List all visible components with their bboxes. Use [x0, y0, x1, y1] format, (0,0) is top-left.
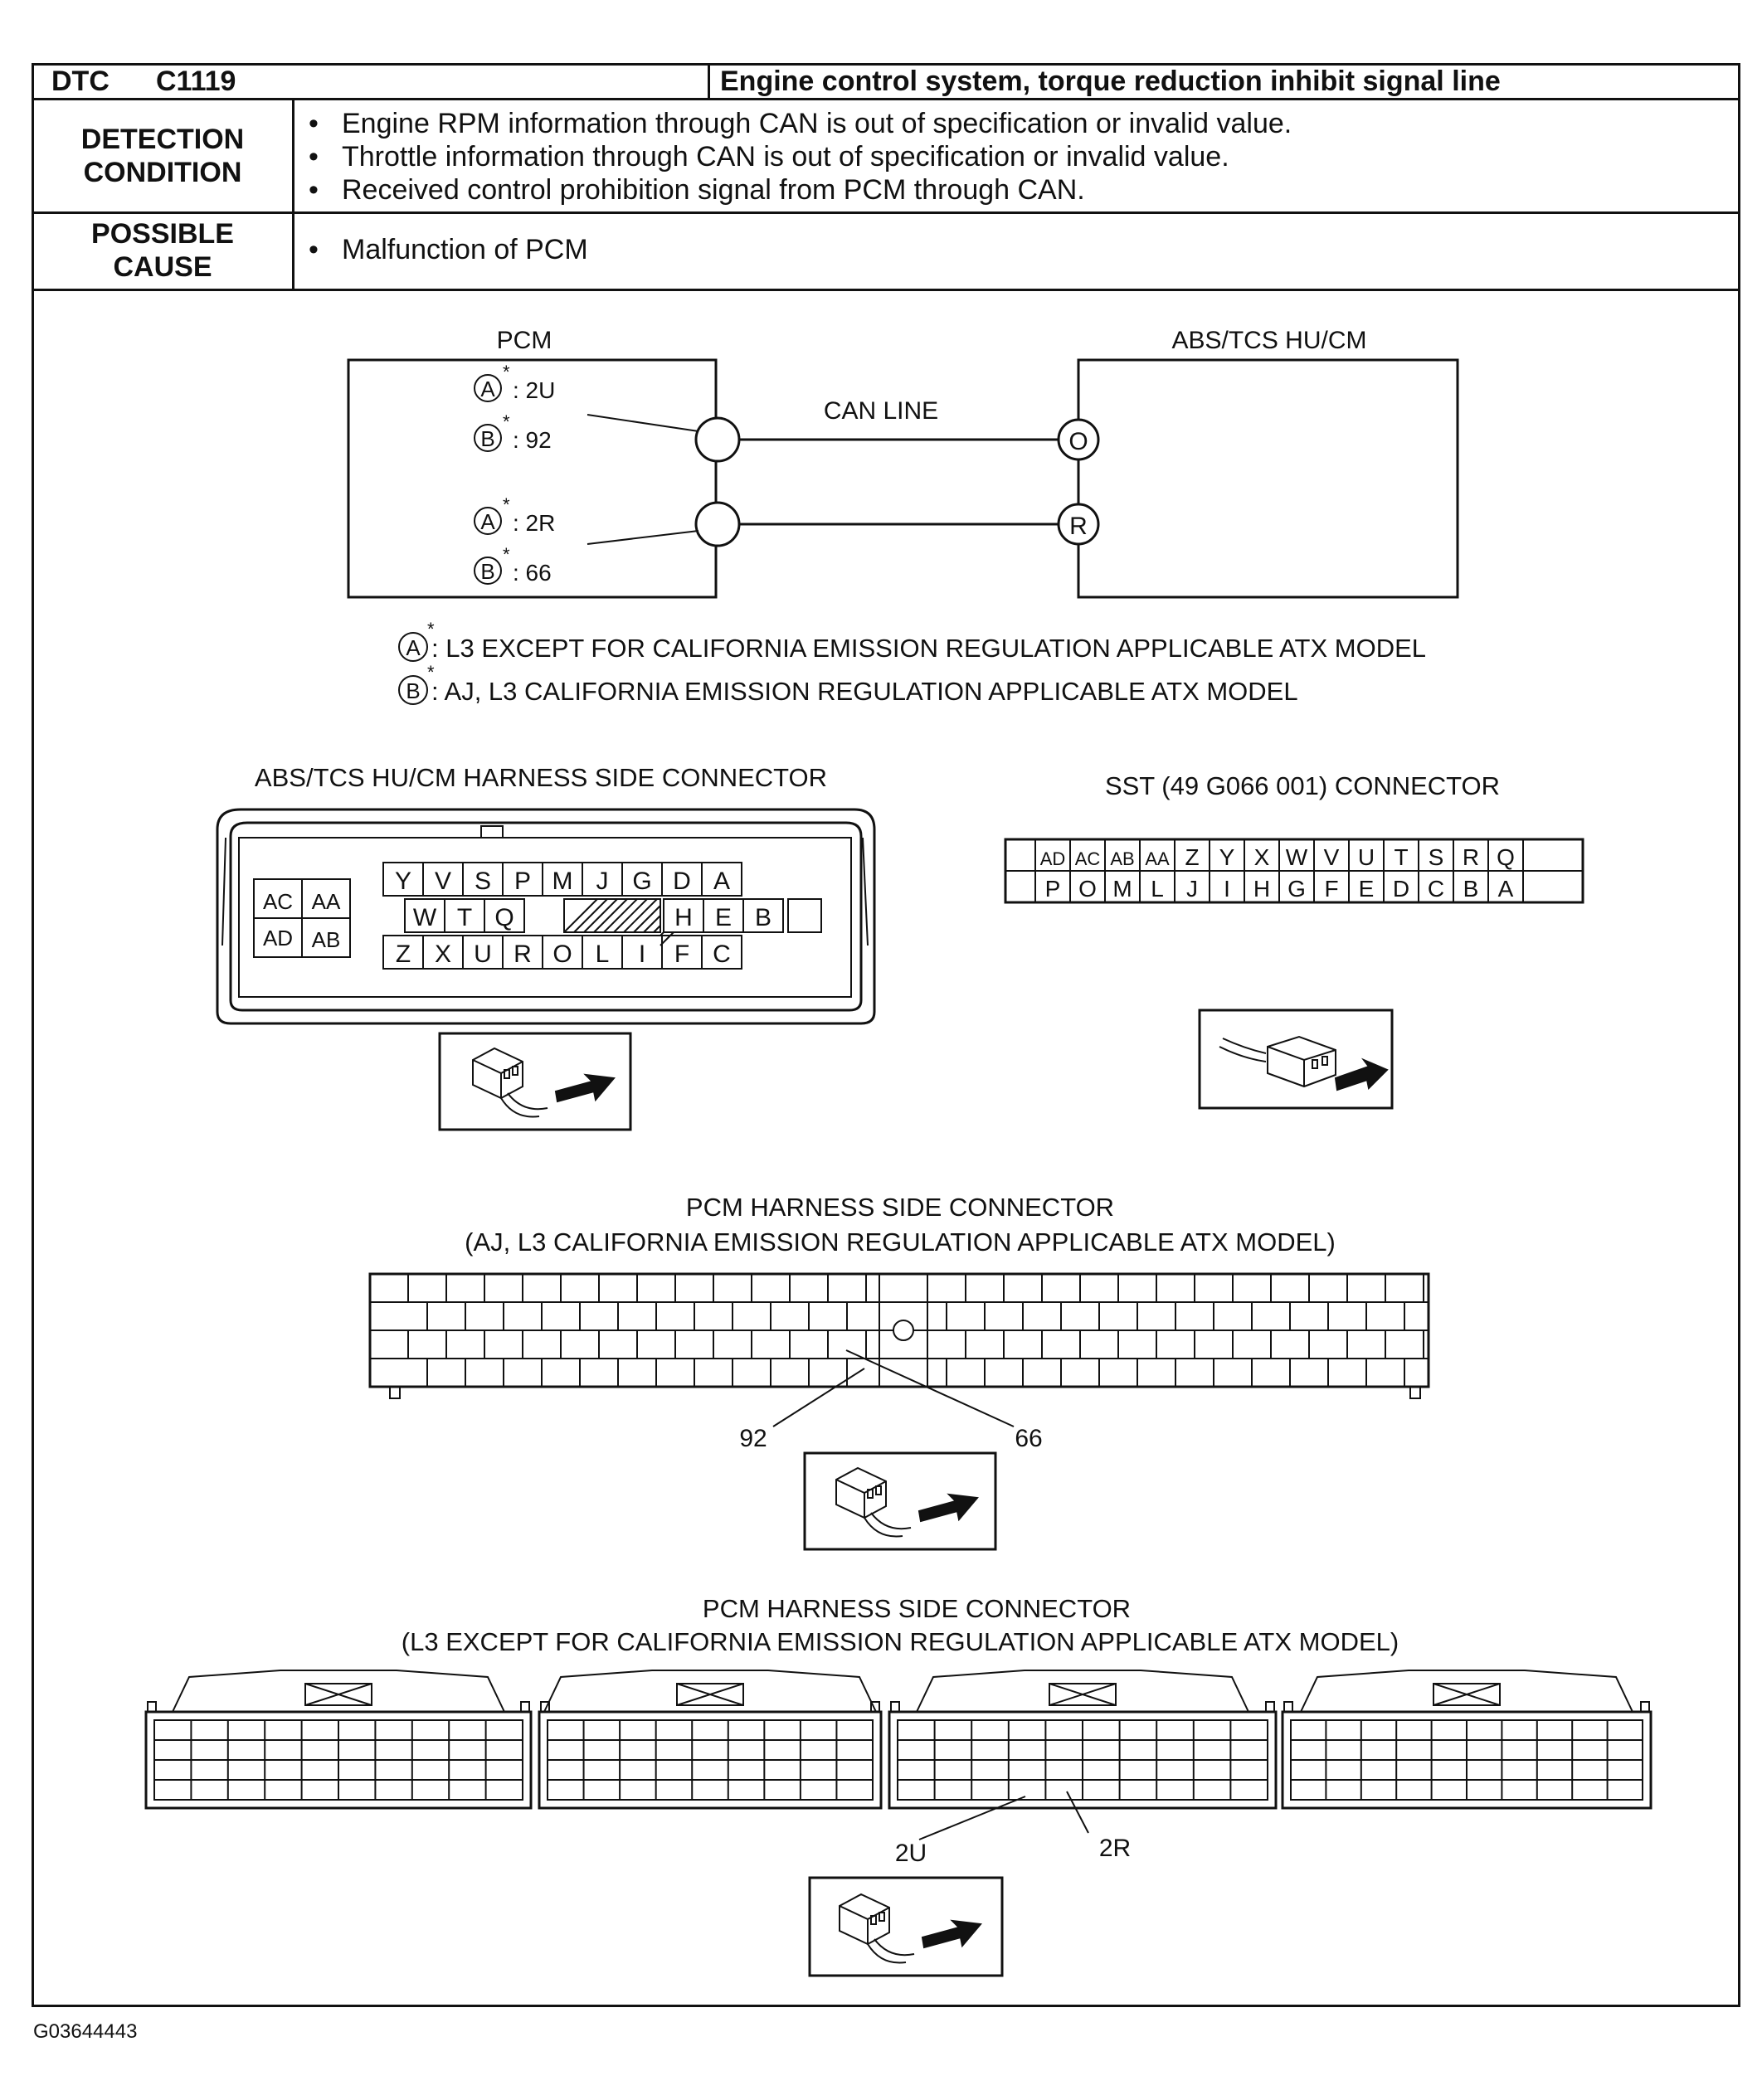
- pcm-l3-pin-2r: 2R: [1098, 1835, 1132, 1862]
- pcm-l3-title-line2: (L3 EXCEPT FOR CALIFORNIA EMISSION REGULATION APPLICABLE ATX MODEL): [401, 1627, 1399, 1656]
- cause-item-1: Malfunction of PCM: [342, 234, 588, 265]
- sst-pin: I: [1224, 876, 1230, 902]
- svg-text:A: A: [480, 509, 495, 534]
- sst-pin: AD: [1039, 848, 1066, 869]
- sst-pin: F: [1324, 876, 1339, 902]
- sst-pin: B: [1463, 876, 1479, 902]
- sst-pin: W: [1285, 844, 1308, 870]
- list-item: • Engine RPM information through CAN is out of specification or invalid value.: [309, 108, 1292, 139]
- pin-b-upper: : 92: [513, 427, 552, 453]
- abs-pin: AA: [311, 889, 341, 914]
- abs-pin: Z: [395, 941, 411, 968]
- detection-label-line2: CONDITION: [83, 157, 242, 188]
- pcm-pin-callout-lower: [475, 494, 698, 586]
- svg-text:B: B: [480, 426, 495, 451]
- abs-pin-cell: [788, 899, 821, 932]
- svg-text:A: A: [480, 377, 495, 401]
- sst-pin: O: [1078, 876, 1097, 902]
- svg-text:B: B: [406, 678, 421, 703]
- abs-pin: AD: [262, 926, 294, 950]
- abs-pin: E: [714, 904, 733, 931]
- sst-pin: Y: [1219, 844, 1235, 870]
- abs-pin: P: [514, 868, 532, 895]
- abs-pin: AB: [311, 927, 341, 952]
- key-hole: [893, 1320, 913, 1340]
- pcm-l3-title-line1: PCM HARNESS SIDE CONNECTOR: [702, 1594, 1132, 1623]
- detection-item-3: Received control prohibition signal from PCM through CAN.: [342, 174, 1085, 206]
- svg-text:A: A: [406, 635, 421, 660]
- sst-pin: A: [1497, 876, 1514, 902]
- sst-pin: H: [1253, 876, 1271, 902]
- note-a: [399, 619, 1426, 663]
- cause-label-line2: CAUSE: [113, 251, 212, 283]
- sst-pin: U: [1357, 844, 1375, 870]
- pcm-terminal-upper: [696, 418, 739, 461]
- pcm-l3-block: [889, 1670, 1276, 1808]
- abs-pin: H: [674, 904, 693, 931]
- svg-text:*: *: [503, 544, 510, 565]
- pcm-l3-block: [539, 1670, 881, 1808]
- sst-pin: P: [1044, 876, 1061, 902]
- abs-pin: F: [674, 941, 690, 968]
- sst-connector-title: SST (49 G066 001) CONNECTOR: [1104, 771, 1501, 800]
- detection-item-2: Throttle information through CAN is out of specification or invalid value.: [342, 141, 1229, 173]
- pcm-l3-connector: [146, 1670, 1651, 1808]
- abs-pin: AC: [262, 889, 294, 914]
- pin-a-upper: : 2U: [513, 377, 556, 403]
- abs-pin: S: [474, 868, 492, 895]
- dtc-label: DTC: [51, 66, 110, 97]
- list-item: • Throttle information through CAN is out of specification or invalid value.: [309, 141, 1229, 173]
- sst-pin: S: [1428, 844, 1444, 870]
- blank-cavity: [564, 899, 674, 945]
- sst-pin: AA: [1145, 848, 1170, 869]
- pcm-aj-title-line2: (AJ, L3 CALIFORNIA EMISSION REGULATION APPLICABLE ATX MODEL): [465, 1227, 1336, 1257]
- cause-label-line1: POSSIBLE: [91, 218, 234, 250]
- abs-pin: Y: [394, 868, 412, 895]
- abs-pin: V: [434, 868, 452, 895]
- sst-pin: G: [1287, 876, 1306, 902]
- abs-pin: T: [456, 904, 473, 931]
- figure-id: G03644443: [33, 2020, 138, 2043]
- list-item: • Received control prohibition signal from PCM through CAN.: [309, 174, 1085, 206]
- note-b: [399, 662, 1298, 706]
- svg-text:*: *: [427, 662, 435, 683]
- abs-pin: W: [412, 904, 437, 931]
- pcm-l3-block: [1283, 1670, 1651, 1808]
- abs-pin: L: [595, 941, 610, 968]
- abs-pin: R: [514, 941, 532, 968]
- abs-connector-title: ABS/TCS HU/CM HARNESS SIDE CONNECTOR: [254, 763, 828, 792]
- abs-terminal-upper-label: O: [1068, 428, 1088, 455]
- can-line-label: CAN LINE: [823, 397, 939, 425]
- connector-view-icon: [1200, 1010, 1392, 1108]
- sst-pin: D: [1392, 876, 1410, 902]
- sst-pin: Z: [1185, 844, 1200, 870]
- pin-b-lower: : 66: [513, 560, 552, 586]
- detection-label-line1: DETECTION: [80, 124, 245, 155]
- sst-pin: R: [1462, 844, 1480, 870]
- abs-pin: O: [552, 941, 572, 968]
- sst-pin: C: [1427, 876, 1445, 902]
- pcm-l3-pin-leaders: [919, 1791, 1088, 1840]
- list-item: • Malfunction of PCM: [309, 234, 588, 265]
- pcm-terminal-lower: [696, 503, 739, 546]
- pcm-aj-title-line1: PCM HARNESS SIDE CONNECTOR: [685, 1193, 1115, 1222]
- abs-pin: D: [673, 868, 691, 895]
- connector-view-icon: [805, 1453, 995, 1549]
- sst-pin: E: [1358, 876, 1375, 902]
- note-a-text: : L3 EXCEPT FOR CALIFORNIA EMISSION REGULATION APPLICABLE ATX MODEL: [431, 634, 1426, 663]
- detection-item-1: Engine RPM information through CAN is out of specification or invalid value.: [342, 108, 1292, 139]
- sst-pin: V: [1323, 844, 1340, 870]
- sst-pin: J: [1186, 876, 1198, 902]
- sst-pin: Q: [1497, 844, 1515, 870]
- abs-pin: X: [434, 941, 452, 968]
- connector-view-icon: [810, 1878, 1002, 1976]
- svg-text:*: *: [503, 494, 510, 515]
- abs-pin: C: [713, 941, 731, 968]
- svg-text:*: *: [503, 411, 510, 432]
- sst-pin: M: [1112, 876, 1132, 902]
- sst-pin: X: [1253, 844, 1270, 870]
- pcm-pin-callout-upper: [475, 362, 698, 453]
- sst-pin: AB: [1110, 848, 1135, 869]
- svg-text:B: B: [480, 559, 495, 584]
- pcm-aj-pin-66: 66: [1015, 1425, 1043, 1452]
- pcm-l3-block: [146, 1670, 531, 1808]
- sst-pin: L: [1151, 876, 1164, 902]
- abs-terminal-lower-label: R: [1069, 513, 1088, 540]
- pin-a-lower: : 2R: [513, 510, 556, 536]
- note-b-text: : AJ, L3 CALIFORNIA EMISSION REGULATION APPLICABLE ATX MODEL: [431, 677, 1298, 706]
- dtc-code: C1119: [156, 66, 236, 97]
- abs-pin: B: [754, 904, 772, 931]
- svg-text:*: *: [427, 619, 435, 639]
- pcm-aj-connector: [370, 1274, 1429, 1398]
- abs-label: ABS/TCS HU/CM: [1171, 327, 1367, 354]
- abs-pin: M: [552, 868, 573, 895]
- abs-pin: J: [596, 868, 609, 895]
- page-title: Engine control system, torque reduction inhibit signal line: [720, 66, 1501, 97]
- sst-pin: T: [1394, 844, 1409, 870]
- abs-pin: A: [713, 868, 731, 895]
- connector-view-icon: [440, 1033, 630, 1130]
- abs-box: [1078, 360, 1458, 597]
- abs-pin: I: [638, 941, 646, 968]
- pcm-l3-pin-2u: 2U: [894, 1840, 927, 1867]
- abs-pin: U: [474, 941, 492, 968]
- sst-pin: AC: [1074, 848, 1101, 869]
- abs-pin: G: [632, 868, 652, 895]
- pcm-aj-pin-92: 92: [739, 1425, 767, 1452]
- pcm-label: PCM: [496, 327, 552, 354]
- abs-pin-rows: [383, 863, 821, 969]
- svg-text:*: *: [503, 362, 510, 382]
- abs-pin: Q: [494, 904, 514, 931]
- abs-connector: [217, 809, 874, 1023]
